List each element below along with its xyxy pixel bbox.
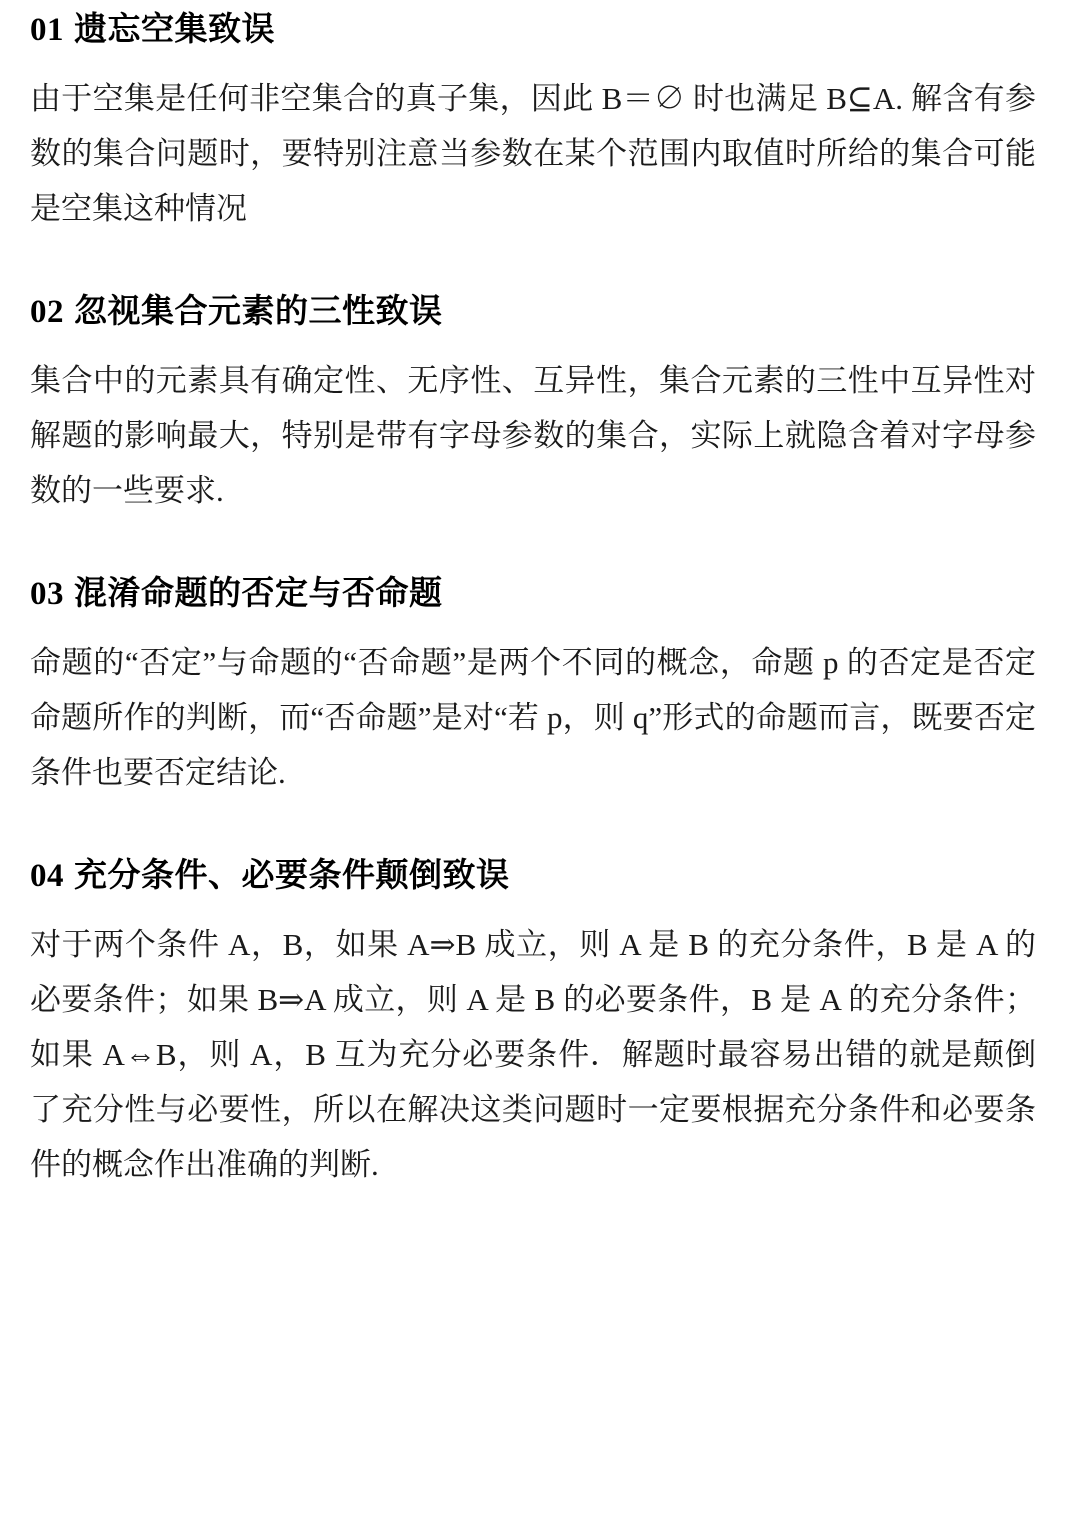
section-02 [30, 290, 1036, 518]
section-01 [30, 8, 1036, 236]
section-02-body: 集合中的元素具有确定性、无序性、互异性，集合元素的三性中互异性对解题的影响最大，特别是带有字母参数的集合，实际上就隐含着对字母参数的一些要求. [30, 362, 1036, 508]
section-04-heading [30, 854, 1036, 899]
section-04-title: 充分条件、必要条件颠倒致误 [74, 858, 510, 895]
section-03-number: 03 [30, 576, 64, 613]
section-03 [30, 572, 1036, 800]
section-02-heading [30, 290, 1036, 335]
section-04 [30, 854, 1036, 1192]
section-01-title: 遗忘空集致误 [74, 12, 275, 48]
section-02-title: 忽视集合元素的三性致误 [74, 294, 443, 331]
section-01-body: 由于空集是任何非空集合的真子集，因此 B＝∅ 时也满足 B⊆A. 解含有参数的集合问题时，要特别注意当参数在某个范围内取值时所给的集合可能是空集这种情况 [30, 80, 1036, 226]
section-01-heading [30, 8, 1036, 53]
section-02-number: 02 [30, 294, 64, 331]
section-03-body: 命题的“否定”与命题的“否命题”是两个不同的概念，命题 p 的否定是否定命题所作的判断，而“否命题”是对“若 p，则 q”形式的命题而言，既要否定条件也要否定结论. [30, 644, 1036, 791]
section-04-number: 04 [30, 858, 64, 895]
section-01-number: 01 [30, 12, 64, 48]
section-04-body: 对于两个条件 A，B，如果 A⇒B 成立，则 A 是 B 的充分条件，B 是 A 的必要条件；如果 B⇒A 成立，则 A 是 B 的必要条件，B 是 A 的充分条件；如果 A⇔B，则 A，B 互为充分必要条件．解题时最容易出错的就是颠倒了充分性与必要性，所以在解决这类问题时一定要根据充分条件和必要条件的概念作出准确的判断. [30, 926, 1036, 1183]
section-03-heading [30, 572, 1036, 617]
section-03-title: 混淆命题的否定与否命题 [74, 576, 443, 613]
